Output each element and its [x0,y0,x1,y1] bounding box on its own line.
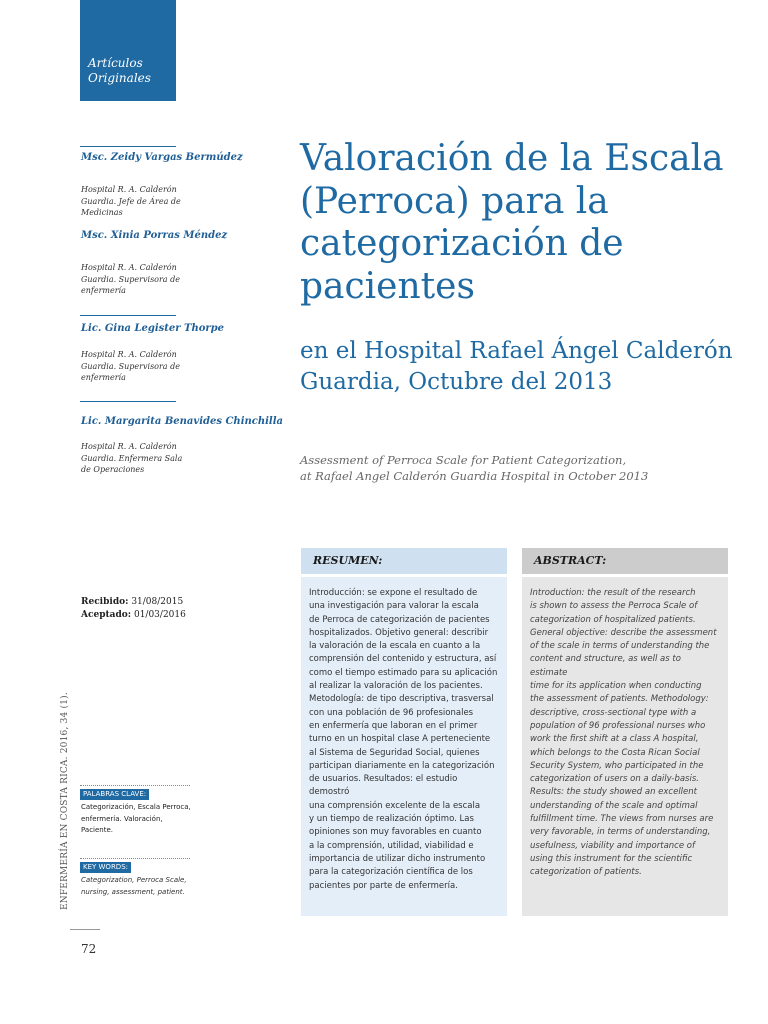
author-divider [80,146,176,147]
abstract-line: very favorable, in terms of understanding, [530,827,711,838]
resumen-line: como el tiempo estimado para su aplicación [309,667,498,678]
resumen-line: una comprensión excelente de la escala [309,800,481,811]
resumen-line: con una población de 96 profesionales [309,707,474,718]
author-name: Lic. Margarita Benavides Chinchilla [81,416,283,427]
abstract-line: General objective: describe the assessment [530,627,717,638]
abstract-line: descriptive, cross-sectional type with a [530,707,697,718]
abstract-line: Introduction: the result of the research [530,588,696,598]
abstract-line: work the first shift at a class A hospital, [530,734,699,745]
author-affiliation: Hospital R. A. Calderón Guardia. Supervisora de enfermería [81,350,180,382]
resumen-box [301,548,507,916]
resumen-line: Metodología: de tipo descriptiva, trasversal [309,694,494,705]
keywords-en-text: Categorization, Perroca Scale, nursing, assessment, patient. [81,876,187,896]
resumen-line: la valoración de la escala en cuanto a la [309,641,481,652]
accepted-value: 01/03/2016 [133,610,186,620]
abstract-line: population of 96 professional nurses who [530,720,706,731]
page-number-divider [70,929,100,930]
abstract-box [522,548,728,916]
resumen-line: para la categorización científica de los [309,867,473,878]
resumen-line: una investigación para valorar la escala [309,601,479,612]
author-affiliation: Hospital R. A. Calderón Guardia. Supervisora de enfermería [81,263,180,295]
abstract-line: time for its application when conducting [530,681,702,692]
accepted-date [81,610,186,620]
abstract-line: usefulness, viability and importance of [530,840,695,851]
abstract-body [522,577,728,916]
abstract-line: categorization of users on a daily-basis. [530,774,699,785]
resumen-line: Introducción: se expone el resultado de [309,588,478,598]
author-affiliation: Hospital R. A. Calderón Guardia. Jefe de Área de Medicinas [81,185,181,217]
resumen-line: de usuarios. Resultados: el estudio demostró [309,774,458,798]
resumen-heading: RESUMEN: [301,548,507,577]
section-label-line2: Originales [88,71,151,85]
abstract-line: content and structure, as well as to estimate [530,654,681,678]
resumen-line: comprensión del contenido y estructura, así [309,654,497,665]
abstract-line: using this instrument for the scientific [530,853,693,864]
resumen-line: importancia de utilizar dicho instrumento [309,853,486,864]
received-label: Recibido: [81,597,129,607]
abstract-heading: ABSTRACT: [522,548,728,577]
abstract-line: Security System, who participated in the [530,760,704,771]
resumen-line: pacientes por parte de enfermería. [309,880,458,891]
resumen-line: al realizar la valoración de los pacientes. [309,681,483,692]
section-label [88,56,174,86]
author-name: Msc. Zeidy Vargas Bermúdez [81,152,243,163]
resumen-line: y un tiempo de realización óptimo. Las [309,814,474,825]
author-affiliation: Hospital R. A. Calderón Guardia. Enfermera Sala de Operaciones [81,442,183,474]
author-divider [80,315,176,316]
english-title-line1: Assessment of Perroca Scale for Patient Categorization, [300,453,627,467]
abstract-line: categorization of hospitalized patients. [530,614,696,625]
accepted-label: Aceptado: [81,610,132,620]
article-subtitle: en el Hospital Rafael Ángel Calderón Guardia, Octubre del 2013 [300,338,733,395]
abstract-line: fulfillment time. The views from nurses are [530,814,714,825]
author-name: Lic. Gina Legister Thorpe [81,323,225,334]
abstract-line: which belongs to the Costa Rican Social [530,747,700,758]
resumen-line: al Sistema de Seguridad Social, quienes [309,747,480,758]
abstract-line: understanding of the scale and optimal [530,800,698,811]
author-name: Msc. Xinia Porras Méndez [81,230,228,241]
resumen-line: opiniones son muy favorables en cuanto [309,827,482,838]
keywords-divider [80,858,190,859]
section-label-line1: Artículos [88,56,143,70]
article-title: Valoración de la Escala (Perroca) para la categorización de pacientes [300,138,724,307]
resumen-line: a la comprensión, utilidad, viabilidad e [309,840,474,851]
abstract-line: Results: the study showed an excellent [530,787,697,798]
abstract-line: is shown to assess the Perroca Scale of [530,601,698,612]
resumen-line: turno en un hospital clase A perteneciente [309,734,491,745]
journal-citation: ENFERMERÍA EN COSTA RICA. 2016, 34 (1). [60,692,70,910]
resumen-line: participan diariamente en la categorización [309,760,495,771]
page-number: 72 [81,942,97,956]
author-divider [80,401,176,402]
resumen-body [301,577,507,916]
keywords-en-label: KEY WORDS: [80,862,131,873]
abstract-line: of the scale in terms of understanding the [530,641,710,652]
resumen-line: de Perroca de categorización de pacientes [309,614,490,625]
keywords-divider [80,785,190,786]
resumen-line: en enfermería que laboran en el primer [309,720,478,731]
received-value: 31/08/2015 [131,597,184,607]
abstract-line: categorization of patients. [530,867,642,878]
abstract-line: the assessment of patients. Methodology: [530,694,709,705]
english-title [300,452,740,484]
english-title-line2: at Rafael Angel Calderón Guardia Hospital in October 2013 [300,469,649,483]
resumen-line: hospitalizados. Objetivo general: describir [309,627,489,638]
received-date [81,597,183,607]
keywords-es-label: PALABRAS CLAVE: [80,789,149,800]
keywords-es-text: Categorización, Escala Perroca, enfermería. Valoración, Paciente. [81,803,191,834]
